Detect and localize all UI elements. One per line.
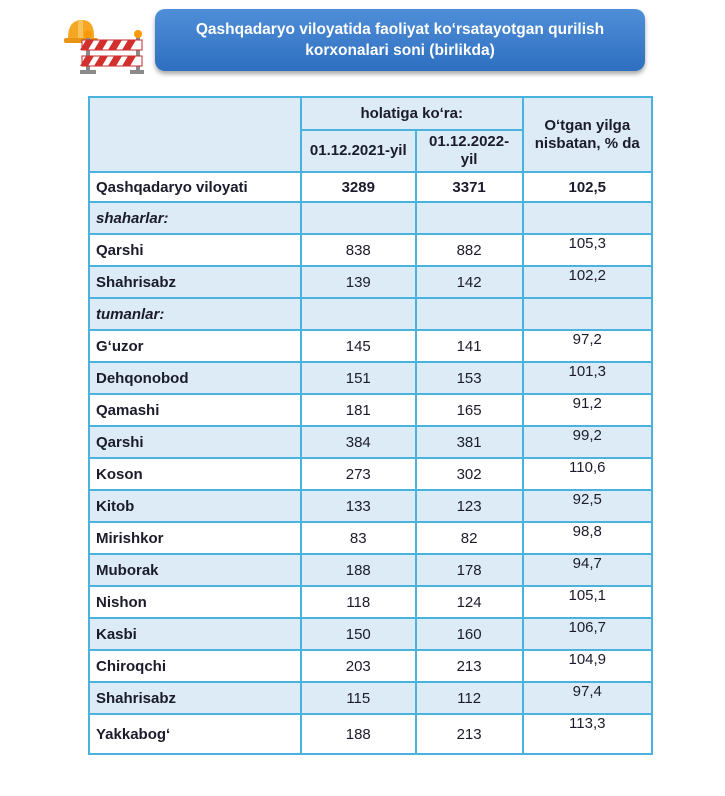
row-value-2022: 213 — [416, 714, 523, 754]
row-value-2022: 82 — [416, 522, 523, 554]
row-value-2022: 124 — [416, 586, 523, 618]
header-2021: 01.12.2021-yil — [301, 130, 416, 172]
row-percent: 97,2 — [523, 330, 652, 362]
table-row — [89, 394, 652, 426]
construction-barrier-icon — [64, 14, 144, 76]
row-name: Kitob — [89, 490, 301, 522]
row-value-2021: 188 — [301, 714, 416, 754]
header-empty-cell — [89, 97, 301, 172]
row-value-2022: 160 — [416, 618, 523, 650]
page-title: Qashqadaryo viloyatida faoliyat koʻrsatayotgan qurilish korxonalari soni (birlikda) — [155, 9, 645, 71]
row-name: Dehqonobod — [89, 362, 301, 394]
row-name: Qarshi — [89, 234, 301, 266]
row-name: Kasbi — [89, 618, 301, 650]
row-value-2022: 123 — [416, 490, 523, 522]
row-percent: 99,2 — [523, 426, 652, 458]
row-percent: 92,5 — [523, 490, 652, 522]
table-row — [89, 554, 652, 586]
empty-cell — [416, 202, 523, 234]
table-row — [89, 458, 652, 490]
total-2022: 3371 — [416, 172, 523, 202]
row-name: Yakkabogʻ — [89, 714, 301, 754]
row-value-2022: 153 — [416, 362, 523, 394]
row-value-2021: 115 — [301, 682, 416, 714]
row-value-2021: 188 — [301, 554, 416, 586]
row-name: Shahrisabz — [89, 682, 301, 714]
table-row — [89, 234, 652, 266]
header-group: holatiga koʻra: — [301, 97, 523, 130]
table-row — [89, 330, 652, 362]
row-percent: 91,2 — [523, 394, 652, 426]
row-percent: 110,6 — [523, 458, 652, 490]
row-name: Mirishkor — [89, 522, 301, 554]
empty-cell — [416, 298, 523, 330]
total-pct: 102,5 — [523, 172, 652, 202]
empty-cell — [523, 202, 652, 234]
row-value-2021: 139 — [301, 266, 416, 298]
row-value-2022: 213 — [416, 650, 523, 682]
row-name: Muborak — [89, 554, 301, 586]
row-value-2021: 151 — [301, 362, 416, 394]
row-name: Chiroqchi — [89, 650, 301, 682]
section-cities-label: shaharlar: — [89, 202, 301, 234]
row-value-2021: 384 — [301, 426, 416, 458]
row-value-2021: 838 — [301, 234, 416, 266]
section-cities-row — [89, 202, 652, 234]
header-2022: 01.12.2022-yil — [416, 130, 523, 172]
row-percent: 106,7 — [523, 618, 652, 650]
row-value-2022: 882 — [416, 234, 523, 266]
empty-cell — [301, 202, 416, 234]
table-row — [89, 714, 652, 754]
row-value-2021: 83 — [301, 522, 416, 554]
row-name: Qarshi — [89, 426, 301, 458]
row-value-2021: 118 — [301, 586, 416, 618]
total-2021: 3289 — [301, 172, 416, 202]
row-percent: 97,4 — [523, 682, 652, 714]
row-value-2021: 133 — [301, 490, 416, 522]
row-value-2021: 203 — [301, 650, 416, 682]
row-name: Koson — [89, 458, 301, 490]
table-row — [89, 586, 652, 618]
row-percent: 105,1 — [523, 586, 652, 618]
row-percent: 102,2 — [523, 266, 652, 298]
table-row — [89, 682, 652, 714]
row-percent: 113,3 — [523, 714, 652, 754]
empty-cell — [301, 298, 416, 330]
section-districts-label: tumanlar: — [89, 298, 301, 330]
table-row — [89, 266, 652, 298]
statistics-table — [88, 96, 653, 755]
empty-cell — [523, 298, 652, 330]
row-value-2022: 165 — [416, 394, 523, 426]
row-percent: 104,9 — [523, 650, 652, 682]
table-row — [89, 618, 652, 650]
table-row — [89, 650, 652, 682]
row-value-2021: 145 — [301, 330, 416, 362]
table-row — [89, 426, 652, 458]
table-row — [89, 362, 652, 394]
total-name: Qashqadaryo viloyati — [89, 172, 301, 202]
row-value-2022: 112 — [416, 682, 523, 714]
table-header-row — [89, 97, 652, 130]
table-row-total — [89, 172, 652, 202]
row-name: Qamashi — [89, 394, 301, 426]
row-value-2022: 141 — [416, 330, 523, 362]
row-name: Shahrisabz — [89, 266, 301, 298]
table-row — [89, 522, 652, 554]
row-percent: 105,3 — [523, 234, 652, 266]
row-value-2022: 178 — [416, 554, 523, 586]
row-percent: 98,8 — [523, 522, 652, 554]
row-name: Gʻuzor — [89, 330, 301, 362]
row-value-2021: 181 — [301, 394, 416, 426]
row-value-2022: 302 — [416, 458, 523, 490]
header-percent: Oʻtgan yilga nisbatan, % da — [523, 97, 652, 172]
row-value-2021: 273 — [301, 458, 416, 490]
section-districts-row — [89, 298, 652, 330]
row-value-2021: 150 — [301, 618, 416, 650]
row-percent: 101,3 — [523, 362, 652, 394]
row-value-2022: 142 — [416, 266, 523, 298]
row-percent: 94,7 — [523, 554, 652, 586]
row-value-2022: 381 — [416, 426, 523, 458]
table-row — [89, 490, 652, 522]
row-name: Nishon — [89, 586, 301, 618]
